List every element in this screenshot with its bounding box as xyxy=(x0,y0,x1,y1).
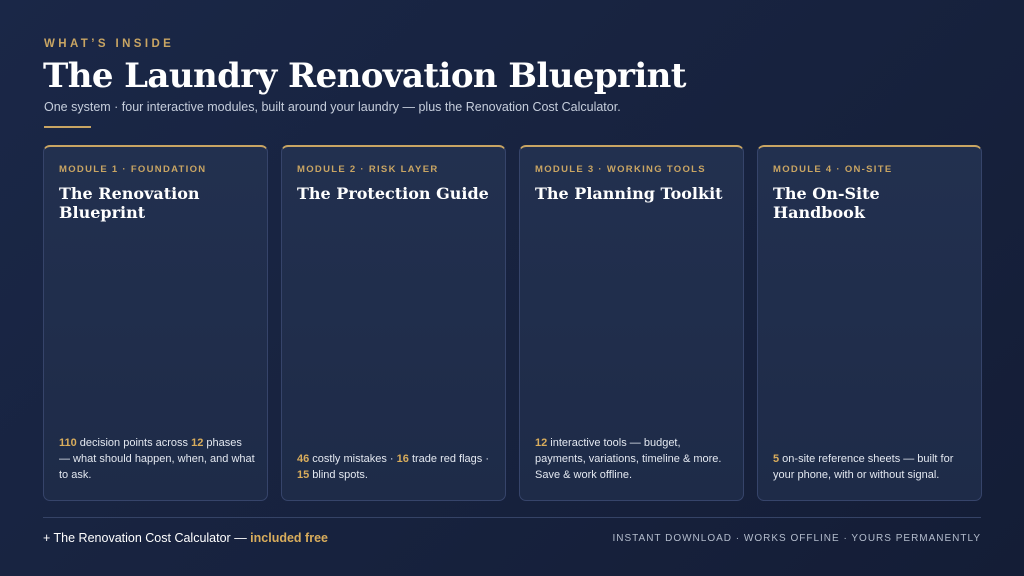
module-2-text-b: trade red flags · xyxy=(408,453,489,465)
footer-bonus-text: + The Renovation Cost Calculator — xyxy=(43,531,251,545)
module-4-description xyxy=(773,451,969,483)
eyebrow-label: WHAT’S INSIDE xyxy=(44,38,175,50)
module-1-description xyxy=(59,435,255,483)
module-2-text-a: costly mistakes · xyxy=(309,453,397,465)
page-subtitle: One system · four interactive modules, built around your laundry — plus the Renovation Cost Calculator. xyxy=(44,100,621,114)
module-1-text-b: phases — what should happen, when, and what to ask. xyxy=(59,437,255,481)
module-2-label: MODULE 2 · RISK LAYER xyxy=(297,164,439,175)
module-cards xyxy=(43,145,982,501)
module-2-stat-red-flags: 16 xyxy=(396,453,409,465)
module-3-stat-tools: 12 xyxy=(535,437,548,449)
module-card-1 xyxy=(43,145,268,501)
module-2-stat-blind-spots: 15 xyxy=(297,469,310,481)
module-3-text-a: interactive tools — budget, payments, variations, timeline & more. Save & work offline. xyxy=(535,437,722,481)
module-3-description xyxy=(535,435,731,483)
module-4-label: MODULE 4 · ON-SITE xyxy=(773,164,893,175)
module-2-text-c: blind spots. xyxy=(309,469,368,481)
module-4-stat-sheets: 5 xyxy=(773,453,780,465)
module-4-text-a: on-site reference sheets — built for your phone, with or without signal. xyxy=(773,453,954,481)
module-1-text-a: decision points across xyxy=(76,437,192,449)
page-title: The Laundry Renovation Blueprint xyxy=(43,56,686,96)
module-1-label: MODULE 1 · FOUNDATION xyxy=(59,164,207,175)
module-1-stat-phases: 12 xyxy=(191,437,204,449)
module-4-title: The On-Site Handbook xyxy=(773,184,880,222)
footer-free-highlight: included free xyxy=(250,531,328,545)
footer-bonus-note xyxy=(43,531,328,545)
accent-divider xyxy=(44,126,91,128)
module-3-title: The Planning Toolkit xyxy=(535,184,723,203)
module-card-2 xyxy=(281,145,506,501)
module-2-title: The Protection Guide xyxy=(297,184,489,203)
module-1-stat-decision-points: 110 xyxy=(59,437,77,449)
footer-features: INSTANT DOWNLOAD · WORKS OFFLINE · YOURS PERMANENTLY xyxy=(612,533,981,544)
module-2-stat-mistakes: 46 xyxy=(297,453,310,465)
module-card-4 xyxy=(757,145,982,501)
module-card-3 xyxy=(519,145,744,501)
module-3-label: MODULE 3 · WORKING TOOLS xyxy=(535,164,706,175)
footer-divider xyxy=(43,517,981,518)
module-1-title: The Renovation Blueprint xyxy=(59,184,200,222)
module-2-description xyxy=(297,451,493,483)
